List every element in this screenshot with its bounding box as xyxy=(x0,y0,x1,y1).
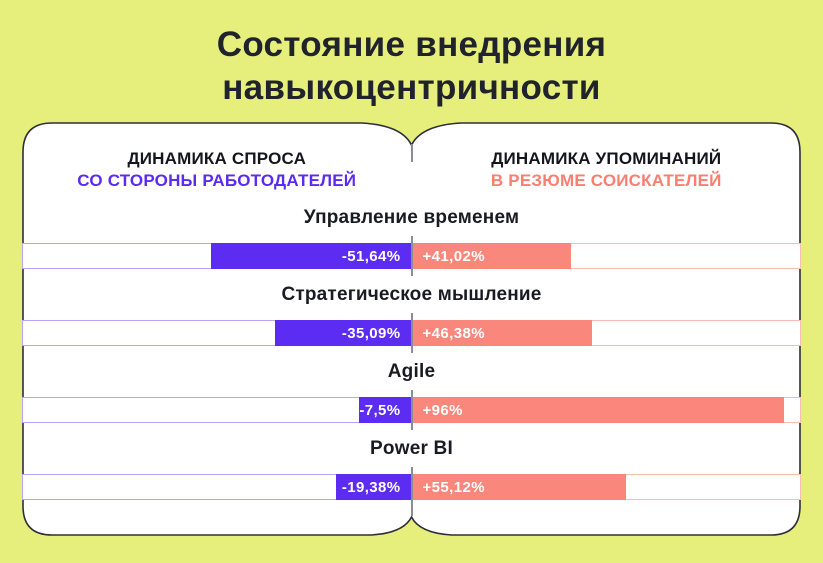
employer-bar-fill xyxy=(336,474,411,500)
employer-bar-value: -19,38% xyxy=(341,478,401,496)
applicant-bar-track xyxy=(412,320,802,346)
legend-employers-demand xyxy=(22,148,412,192)
applicant-bar-fill xyxy=(412,397,785,423)
legend-applicants-mentions xyxy=(412,148,802,192)
legend-applicants-line2: В РЕЗЮМЕ СОИСКАТЕЛЕЙ xyxy=(490,171,722,190)
bar-pair xyxy=(22,320,801,346)
bar-pair xyxy=(22,474,801,500)
employer-bar-fill xyxy=(275,320,411,346)
applicant-bar-value: +55,12% xyxy=(422,478,485,496)
skill-label: Power BI xyxy=(370,438,453,459)
skill-label: Управление временем xyxy=(303,207,520,228)
bar-pair xyxy=(22,397,801,423)
center-axis-tick xyxy=(411,467,413,507)
employer-bar-track xyxy=(22,397,412,423)
legend-employers-line1: ДИНАМИКА СПРОСА xyxy=(127,149,307,168)
chart-legend xyxy=(22,148,801,192)
bar-pair xyxy=(22,243,801,269)
employer-bar-track xyxy=(22,320,412,346)
chart-card xyxy=(22,122,801,536)
skill-label: Agile xyxy=(387,361,436,382)
center-axis-tick xyxy=(411,313,413,353)
employer-bar-track xyxy=(22,474,412,500)
skill-label: Стратегическое мышление xyxy=(281,284,542,305)
skill-row-strategic-thinking xyxy=(22,284,801,346)
applicant-bar-fill xyxy=(412,320,592,346)
applicant-bar-fill xyxy=(412,243,571,269)
applicant-bar-track xyxy=(412,397,802,423)
employer-bar-value: -35,09% xyxy=(341,324,401,342)
applicant-bar-track xyxy=(412,243,802,269)
center-axis-tick xyxy=(411,390,413,430)
applicant-bar-fill xyxy=(412,474,626,500)
applicant-bar-track xyxy=(412,474,802,500)
skill-row-agile xyxy=(22,361,801,423)
page-title xyxy=(0,24,823,109)
applicant-bar-value: +41,02% xyxy=(422,247,485,265)
skill-row-power-bi xyxy=(22,438,801,500)
center-axis-tick xyxy=(411,236,413,276)
legend-applicants-line1: ДИНАМИКА УПОМИНАНИЙ xyxy=(491,149,722,168)
skill-row-time-management xyxy=(22,207,801,269)
legend-employers-line2: СО СТОРОНЫ РАБОТОДАТЕЛЕЙ xyxy=(77,171,357,190)
employer-bar-value: -51,64% xyxy=(341,247,401,265)
page-title-line1: Состояние внедрения xyxy=(216,25,607,64)
applicant-bar-value: +46,38% xyxy=(422,324,485,342)
employer-bar-fill xyxy=(211,243,412,269)
employer-bar-track xyxy=(22,243,412,269)
page-title-line2: навыкоцентричности xyxy=(222,67,601,107)
applicant-bar-value: +96% xyxy=(422,401,463,419)
employer-bar-value: -7,5% xyxy=(359,401,401,419)
employer-bar-fill xyxy=(359,397,411,423)
